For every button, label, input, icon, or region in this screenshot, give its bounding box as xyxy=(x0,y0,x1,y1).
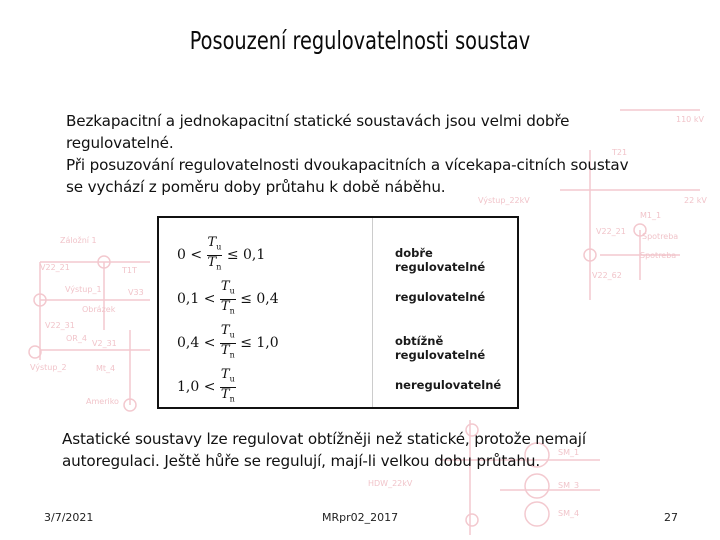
svg-text:V22_21: V22_21 xyxy=(40,263,70,272)
svg-text:Obrázek: Obrázek xyxy=(82,305,116,314)
ratio-condition: 1,0 < $\frac{T_u}{T_n}$ xyxy=(177,367,235,404)
svg-text:M1_1: M1_1 xyxy=(640,211,662,220)
svg-text:Spotreba: Spotreba xyxy=(642,232,679,241)
svg-text:Výstup_1: Výstup_1 xyxy=(65,285,102,294)
svg-text:T1T: T1T xyxy=(122,266,137,275)
controllability-label: regulovatelné xyxy=(395,290,486,304)
table-row xyxy=(159,312,517,362)
svg-text:V22_31: V22_31 xyxy=(45,321,75,330)
svg-text:V2_31: V2_31 xyxy=(92,339,117,348)
text-line: Bezkapacitní a jednokapacitní statické soustavách jsou velmi dobře xyxy=(66,112,570,130)
svg-text:T21: T21 xyxy=(612,148,628,157)
svg-text:Mt_4: Mt_4 xyxy=(96,364,116,373)
controllability-label: dobře regulovatelné xyxy=(395,246,486,274)
table-row xyxy=(159,356,517,404)
svg-text:Záložní 1: Záložní 1 xyxy=(60,236,97,245)
footer-title: MRpr02_2017 xyxy=(322,511,399,524)
table-row xyxy=(159,268,517,316)
svg-text:Výstup_22kV: Výstup_22kV xyxy=(478,196,530,205)
text-line: regulovatelné. xyxy=(66,134,174,152)
svg-text:HDW_22kV: HDW_22kV xyxy=(368,479,413,488)
text-line: se vychází z poměru doby průtahu k době náběhu. xyxy=(66,178,446,196)
svg-text:Spotreba: Spotreba xyxy=(640,251,677,260)
controllability-table xyxy=(157,216,519,409)
intro-paragraph xyxy=(66,110,676,198)
svg-text:SM_3: SM_3 xyxy=(558,481,580,490)
controllability-label: obtížně regulovatelné xyxy=(395,334,486,362)
text-line: autoregulaci. Ještě hůře se regulují, mají-li velkou dobu průtahu. xyxy=(62,452,541,470)
svg-text:22 kV: 22 kV xyxy=(684,196,707,205)
footer-date: 3/7/2021 xyxy=(44,511,94,524)
text-line: Při posuzování regulovatelnosti dvoukapacitních a vícekapa-citních soustav xyxy=(66,156,629,174)
table-row xyxy=(159,224,517,274)
svg-text:SM_1: SM_1 xyxy=(558,448,580,457)
svg-text:V33: V33 xyxy=(128,288,144,297)
ratio-condition: 0 < $\frac{T_u}{T_n}$ ≤ 0,1 xyxy=(177,235,266,272)
svg-text:110 kV: 110 kV xyxy=(676,115,704,124)
svg-text:OR_4: OR_4 xyxy=(66,334,87,343)
svg-text:V22_62: V22_62 xyxy=(592,271,622,280)
svg-text:SM_4: SM_4 xyxy=(558,509,580,518)
astatic-paragraph xyxy=(62,428,672,472)
ratio-condition: 0,4 < $\frac{T_u}{T_n}$ ≤ 1,0 xyxy=(177,323,279,360)
controllability-label: neregulovatelné xyxy=(395,378,502,392)
svg-text:Výstup_2: Výstup_2 xyxy=(30,363,67,372)
svg-text:Ameriko: Ameriko xyxy=(86,397,119,406)
ratio-condition: 0,1 < $\frac{T_u}{T_n}$ ≤ 0,4 xyxy=(177,279,279,316)
slide-number: 27 xyxy=(664,511,678,524)
slide-title: Posouzení regulovatelnosti soustav xyxy=(189,26,531,55)
text-line: Astatické soustavy lze regulovat obtížněji než statické, protože nemají xyxy=(62,430,586,448)
svg-text:V22_21: V22_21 xyxy=(596,227,626,236)
